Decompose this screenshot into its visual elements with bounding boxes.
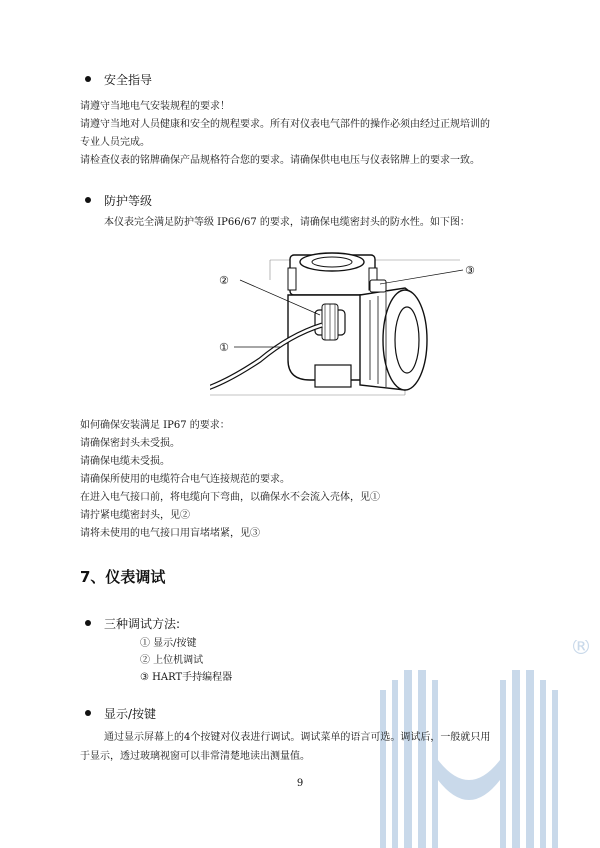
section-heading-methods: 三种调试方法: (104, 617, 181, 631)
page-number: 9 (296, 778, 304, 789)
cable-gland-figure (210, 240, 500, 410)
figure-label-2: ② (219, 274, 229, 287)
section-heading-safety: 安全指导 (104, 73, 153, 87)
section-heading-protection: 防护等级 (104, 194, 153, 208)
display-line-2: 于显示，透过玻璃视窗可以非常清楚地读出测量值。 (80, 751, 310, 762)
protection-line-7: 请将未使用的电气接口用盲堵堵紧，见③ (80, 528, 260, 539)
method-item-1: ① 显示/按键 (140, 638, 197, 649)
bullet-dot (85, 76, 91, 82)
protection-intro: 本仪表完全满足防护等级 IP66/67 的要求，请确保电缆密封头的防水性。如下图： (104, 217, 470, 228)
method-item-3: ③ HART手持编程器 (140, 672, 233, 683)
safety-line-2: 请遵守当地对人员健康和安全的规程要求。所有对仪表电气部件的操作必须由经过正规培训的 (80, 119, 490, 130)
protection-line-5: 在进入电气接口前，将电缆向下弯曲，以确保水不会流入壳体，见① (80, 492, 380, 503)
protection-line-4: 请确保所使用的电缆符合电气连接规范的要求。 (80, 474, 290, 485)
safety-line-3: 专业人员完成。 (80, 137, 150, 148)
registered-mark-icon: ® (570, 640, 592, 660)
bullet-dot (85, 197, 91, 203)
protection-line-6: 请拧紧电缆密封头，见② (80, 510, 190, 521)
figure-label-3: ③ (465, 264, 475, 277)
bullet-dot (85, 620, 91, 626)
protection-line-1: 如何确保安装满足 IP67 的要求： (80, 420, 230, 431)
chapter-title: 7、仪表调试 (80, 568, 166, 586)
safety-line-1: 请遵守当地电气安装规程的要求！ (80, 101, 230, 112)
figure-label-1: ① (219, 341, 229, 354)
method-item-2: ② 上位机调试 (140, 655, 204, 666)
bullet-dot (85, 710, 91, 716)
protection-line-2: 请确保密封头未受损。 (80, 438, 180, 449)
section-heading-display: 显示/按键 (104, 707, 157, 721)
safety-line-4: 请检查仪表的铭牌确保产品规格符合您的要求。请确保供电电压与仪表铭牌上的要求一致。 (80, 155, 480, 166)
display-line-1: 通过显示屏幕上的4个按键对仪表进行调试。调试菜单的语言可选。调试后，一般就只用 (104, 732, 491, 743)
protection-line-3: 请确保电缆未受损。 (80, 456, 170, 467)
